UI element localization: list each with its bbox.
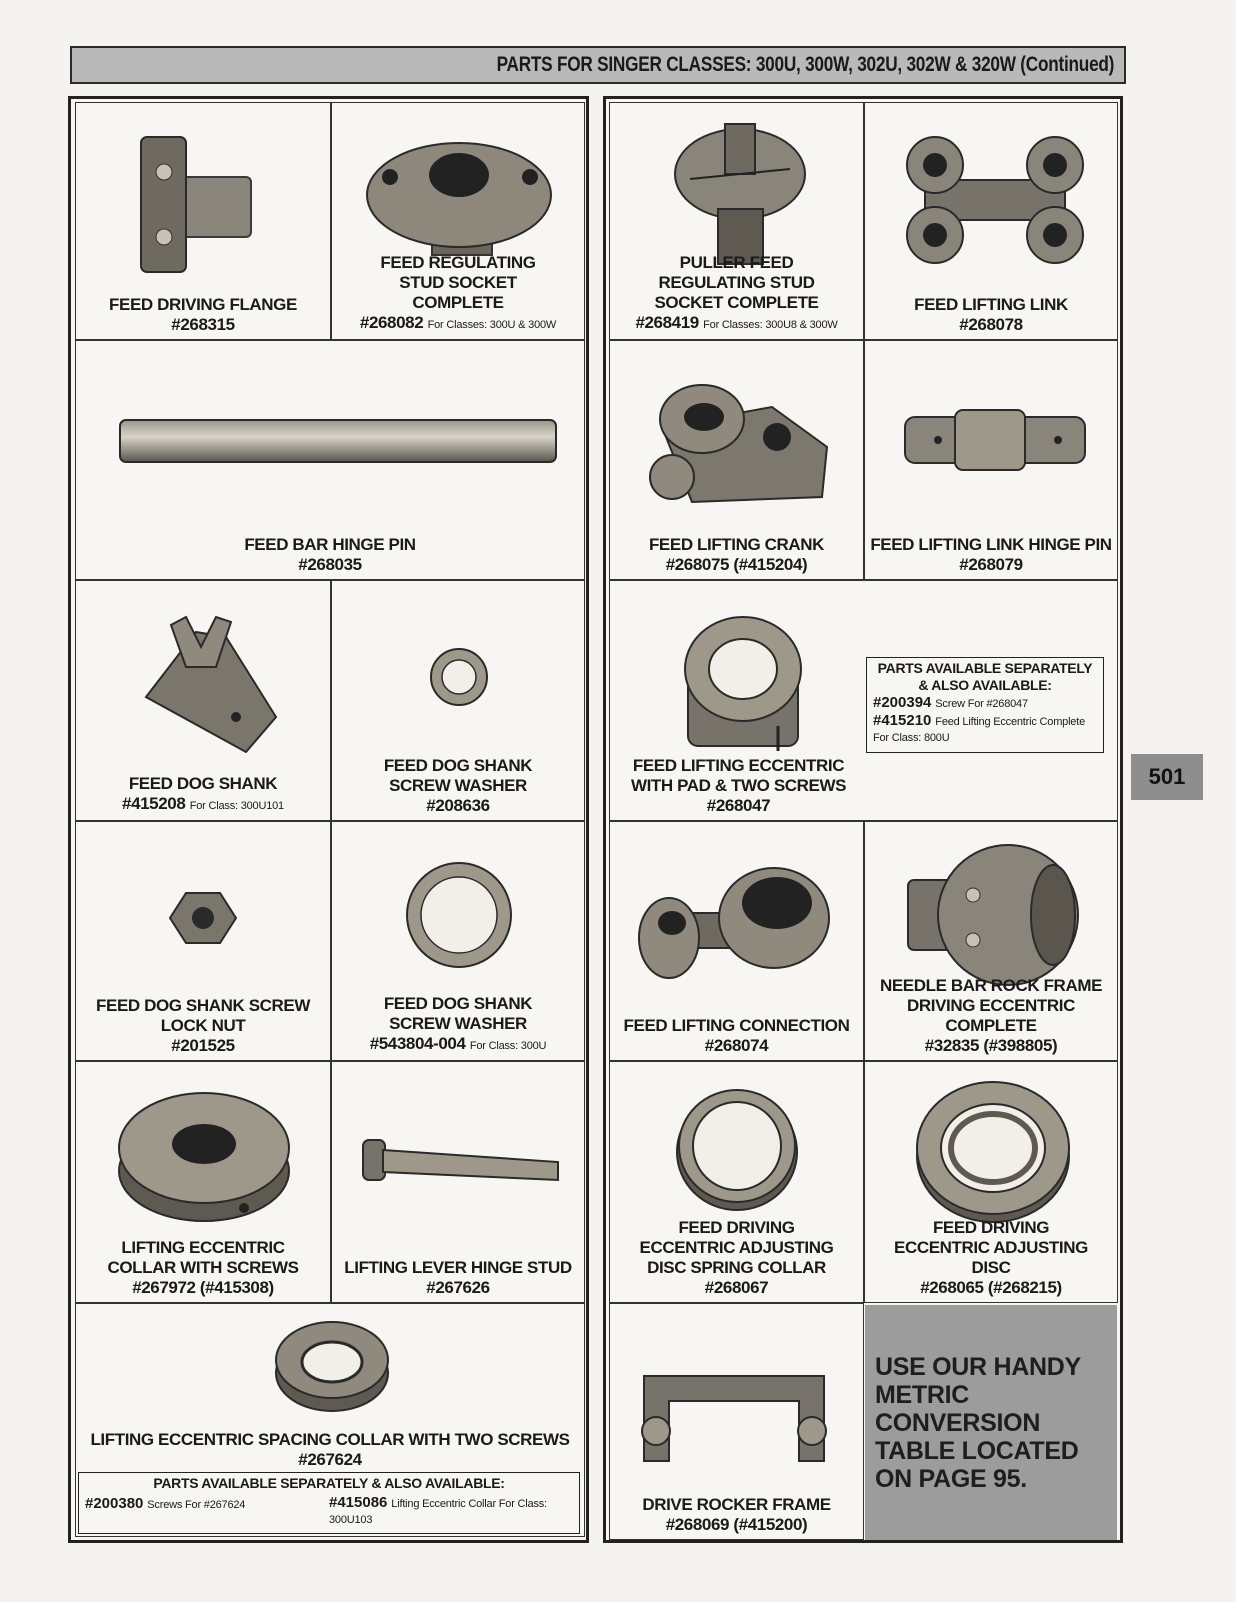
part-number: #268315 bbox=[171, 315, 235, 334]
part-number: #268035 bbox=[298, 555, 362, 574]
part-cell-spring-collar bbox=[609, 1061, 864, 1303]
part-name: FEED LIFTING LINK bbox=[914, 295, 1068, 314]
available-item-number: #415210 bbox=[873, 712, 932, 729]
part-caption bbox=[865, 535, 1117, 575]
part-number: #268065 (#268215) bbox=[920, 1278, 1062, 1297]
part-name: LIFTING ECCENTRIC SPACING COLLAR WITH TWO SCREWS bbox=[90, 1430, 570, 1449]
available-item-desc: Feed Lifting Eccentric Complete For Class: 800U bbox=[873, 716, 1086, 744]
part-caption bbox=[76, 1238, 330, 1298]
part-cell-lock-nut bbox=[75, 821, 331, 1061]
page-header-title: PARTS FOR SINGER CLASSES: 300U, 300W, 302U, 302W & 320W (Continued) bbox=[496, 53, 1114, 76]
hex-nut-image bbox=[168, 888, 238, 948]
part-number: #268067 bbox=[704, 1278, 769, 1297]
part-cell-feed-lifting-link-hinge-pin bbox=[864, 340, 1118, 580]
part-name: FEED DOG SHANK SCREW WASHER bbox=[383, 994, 533, 1033]
part-name: FEED DRIVING ECCENTRIC ADJUSTING DISC bbox=[894, 1218, 1088, 1277]
part-cell-lifting-eccentric-collar bbox=[75, 1061, 331, 1303]
part-number: #267972 (#415308) bbox=[132, 1278, 274, 1297]
part-cell-spacing-collar bbox=[75, 1303, 585, 1537]
part-caption bbox=[76, 1430, 584, 1470]
part-note: For Classes: 300U & 300W bbox=[427, 319, 557, 331]
part-caption bbox=[865, 1218, 1117, 1298]
part-number: #268078 bbox=[959, 315, 1023, 334]
lifting-lever-hinge-stud-image bbox=[358, 1132, 563, 1202]
part-cell-needle-bar-rock-frame bbox=[864, 821, 1118, 1061]
available-box-title: PARTS AVAILABLE SEPARATELY & ALSO AVAILABLE: bbox=[153, 1475, 505, 1491]
available-item-number: #200394 bbox=[873, 694, 932, 711]
part-cell-lifting-lever-hinge-stud bbox=[331, 1061, 585, 1303]
spring-collar-image bbox=[672, 1084, 802, 1214]
part-name: FEED DOG SHANK bbox=[128, 774, 278, 793]
puller-feed-image bbox=[670, 119, 810, 269]
part-caption bbox=[865, 295, 1117, 335]
part-cell-feed-dog-shank-screw-washer-1 bbox=[331, 580, 585, 821]
part-note: For Class: 300U bbox=[469, 1040, 547, 1052]
part-cell-feed-bar-hinge-pin bbox=[75, 340, 585, 580]
available-item-desc: Screw For #268047 bbox=[935, 698, 1028, 710]
part-caption bbox=[76, 774, 330, 816]
part-number: #201525 bbox=[171, 1036, 235, 1055]
metric-conversion-promo bbox=[865, 1305, 1117, 1540]
part-caption bbox=[610, 1016, 863, 1056]
part-number: #268074 bbox=[704, 1036, 769, 1055]
part-cell-feed-lifting-crank bbox=[609, 340, 864, 580]
part-name: FEED LIFTING ECCENTRIC WITH PAD & TWO SCREWS bbox=[630, 756, 847, 795]
part-cell-feed-lifting-connection bbox=[609, 821, 864, 1061]
part-name: FEED DRIVING FLANGE bbox=[109, 295, 297, 314]
drive-rocker-frame-image bbox=[634, 1356, 834, 1466]
part-number: #268419 bbox=[635, 313, 699, 332]
feed-lifting-link-image bbox=[895, 125, 1095, 275]
part-name: NEEDLE BAR ROCK FRAME DRIVING ECCENTRIC COMPLETE bbox=[879, 976, 1103, 1035]
washer-image bbox=[404, 860, 514, 970]
part-number: #267626 bbox=[426, 1278, 490, 1297]
part-name: FEED DOG SHANK SCREW LOCK NUT bbox=[96, 996, 310, 1035]
part-number: #543804-004 bbox=[369, 1034, 466, 1053]
part-caption bbox=[76, 295, 330, 335]
part-name: LIFTING ECCENTRIC COLLAR WITH SCREWS bbox=[107, 1238, 299, 1277]
part-name: DRIVE ROCKER FRAME bbox=[642, 1495, 831, 1514]
page-number-tab bbox=[1131, 754, 1203, 800]
available-item-number: #415086 bbox=[329, 1494, 388, 1511]
washer-image bbox=[427, 645, 491, 709]
part-cell-feed-lifting-link bbox=[864, 102, 1118, 340]
feed-lifting-crank-image bbox=[632, 377, 842, 507]
part-caption bbox=[332, 994, 584, 1056]
feed-lifting-connection-image bbox=[634, 858, 834, 988]
part-cell-adjusting-disc bbox=[864, 1061, 1118, 1303]
part-number: #268079 bbox=[959, 555, 1023, 574]
lifting-eccentric-collar-image bbox=[114, 1086, 294, 1226]
part-note: For Class: 300U101 bbox=[189, 800, 284, 812]
part-name: FEED LIFTING LINK HINGE PIN bbox=[870, 535, 1112, 554]
available-separately-box bbox=[866, 657, 1104, 753]
part-number: #415208 bbox=[122, 794, 186, 813]
part-number: #208636 bbox=[426, 796, 490, 815]
feed-lifting-eccentric-image bbox=[678, 611, 808, 761]
part-cell-feed-lifting-eccentric bbox=[609, 580, 1118, 821]
part-caption bbox=[332, 756, 584, 816]
feed-lifting-link-hinge-pin-image bbox=[900, 405, 1090, 475]
part-number: #267624 bbox=[298, 1450, 362, 1469]
part-note: For Classes: 300U8 & 300W bbox=[703, 319, 838, 331]
part-name: PULLER FEED REGULATING STUD SOCKET COMPLETE bbox=[654, 253, 819, 312]
available-separately-box bbox=[78, 1472, 580, 1534]
promo-text: USE OUR HANDY METRIC CONVERSION TABLE LOCATED ON PAGE 95. bbox=[875, 1353, 1081, 1493]
available-box-title: PARTS AVAILABLE SEPARATELY & ALSO AVAILABLE: bbox=[877, 660, 1093, 693]
needle-bar-rock-frame-image bbox=[903, 840, 1083, 990]
feed-bar-hinge-pin-image bbox=[118, 415, 558, 465]
page-number: 501 bbox=[1148, 764, 1186, 789]
part-name: FEED LIFTING CONNECTION bbox=[623, 1016, 850, 1035]
part-caption bbox=[332, 253, 584, 335]
part-caption bbox=[76, 996, 330, 1056]
part-number: #32835 (#398805) bbox=[924, 1036, 1058, 1055]
part-name: FEED DOG SHANK SCREW WASHER bbox=[383, 756, 533, 795]
part-caption bbox=[332, 1258, 584, 1298]
part-number: #268047 bbox=[706, 796, 771, 815]
part-cell-feed-dog-shank bbox=[75, 580, 331, 821]
part-cell-feed-driving-flange bbox=[75, 102, 331, 340]
part-number: #268069 (#415200) bbox=[665, 1515, 808, 1534]
feed-driving-flange-image bbox=[126, 127, 266, 277]
available-item-desc: Screws For #267624 bbox=[147, 1499, 246, 1511]
feed-dog-shank-image bbox=[126, 607, 286, 757]
feed-regulating-stud-image bbox=[362, 125, 557, 265]
part-caption bbox=[610, 535, 863, 575]
part-name: FEED REGULATING STUD SOCKET COMPLETE bbox=[380, 253, 536, 312]
part-number: #268075 (#415204) bbox=[665, 555, 808, 574]
part-cell-puller-feed bbox=[609, 102, 864, 340]
part-caption bbox=[610, 1218, 863, 1298]
part-caption bbox=[610, 253, 863, 335]
adjusting-disc-image bbox=[913, 1076, 1073, 1226]
part-caption bbox=[76, 535, 584, 575]
available-item-number: #200380 bbox=[85, 1495, 144, 1512]
part-name: FEED BAR HINGE PIN bbox=[244, 535, 416, 554]
part-number: #268082 bbox=[359, 313, 424, 332]
part-cell-feed-regulating-stud bbox=[331, 102, 585, 340]
part-cell-drive-rocker-frame bbox=[609, 1303, 864, 1540]
part-caption bbox=[610, 1495, 863, 1535]
part-cell-feed-dog-shank-screw-washer-2 bbox=[331, 821, 585, 1061]
part-name: FEED DRIVING ECCENTRIC ADJUSTING DISC SPRING COLLAR bbox=[639, 1218, 834, 1277]
part-name: LIFTING LEVER HINGE STUD bbox=[344, 1258, 572, 1277]
spacing-collar-image bbox=[272, 1318, 392, 1413]
page-header bbox=[70, 46, 1126, 84]
available-item-desc: Lifting Eccentric Collar For Class: 300U103 bbox=[329, 1498, 547, 1526]
part-caption bbox=[865, 976, 1117, 1056]
part-name: FEED LIFTING CRANK bbox=[648, 535, 825, 554]
part-caption bbox=[610, 756, 867, 816]
